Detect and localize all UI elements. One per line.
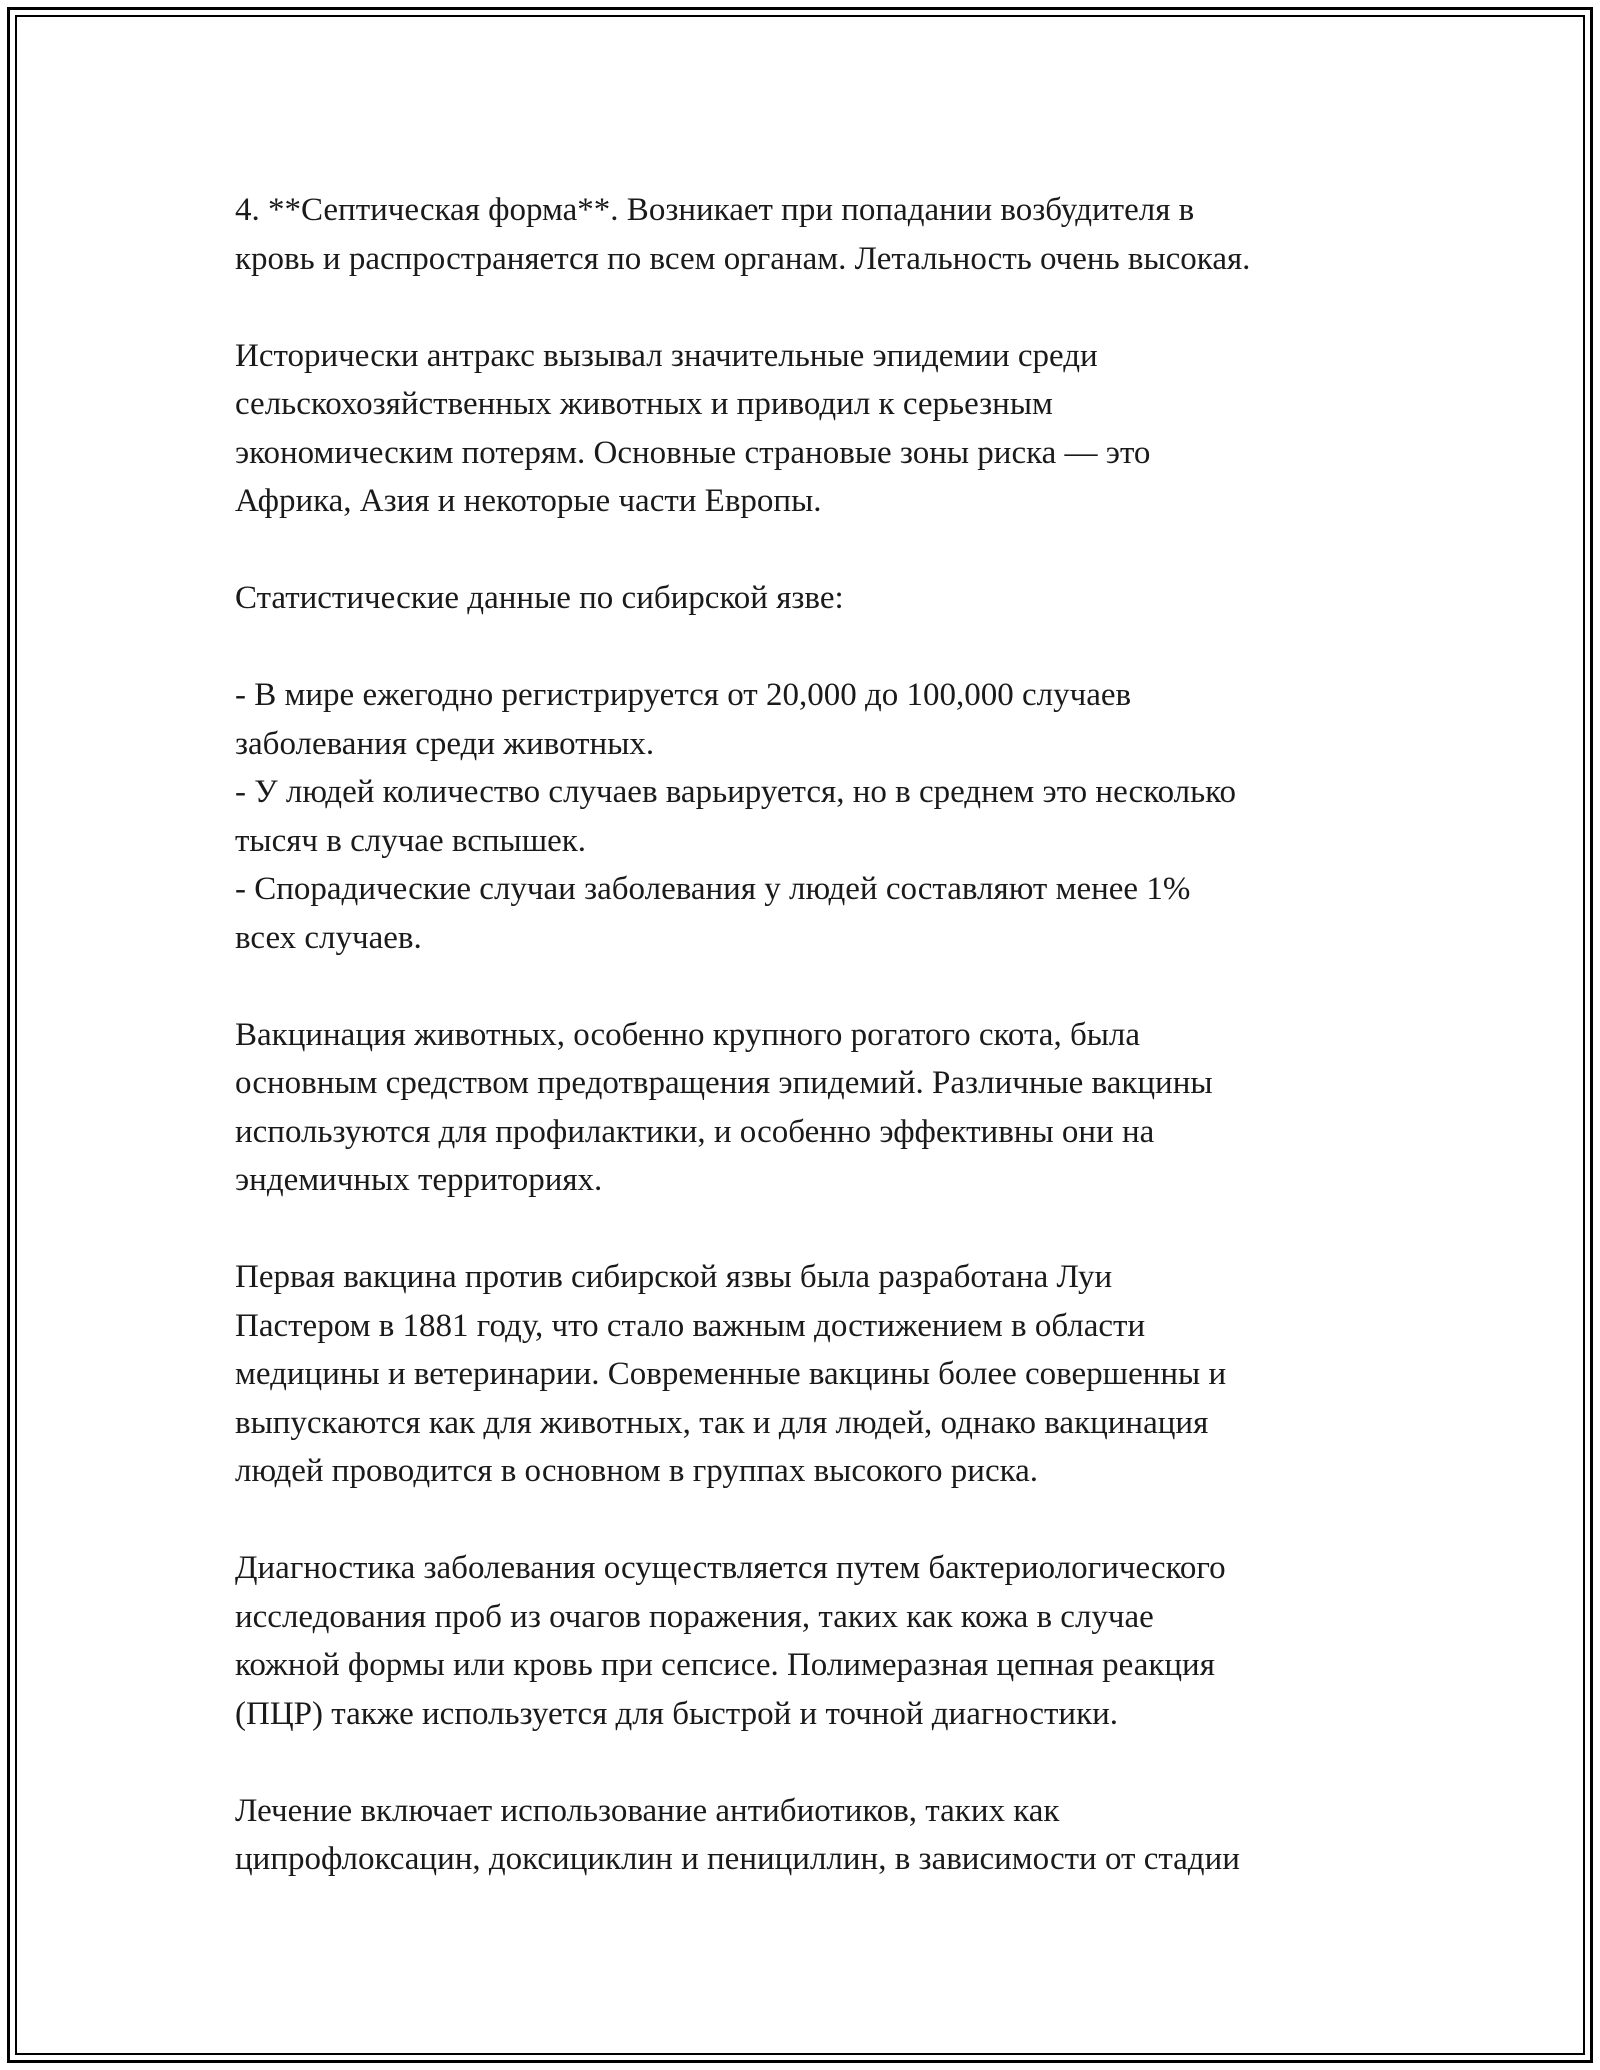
text-line: выпускаются как для животных, так и для людей, однако вакцинация (235, 1404, 1209, 1441)
text-line: - В мире ежегодно регистрируется от 20,000 до 100,000 случаев (235, 677, 1132, 713)
text-line: сельскохозяйственных животных и приводил к серьезным (235, 386, 1053, 422)
text-line: Вакцинация животных, особенно крупного рогатого скота, была (235, 1016, 1141, 1053)
text-line: Статистические данные по сибирской язве: (235, 580, 844, 616)
text-line: ципрофлоксацин, доксициклин и пенициллин, в зависимости от стадии (235, 1841, 1240, 1877)
document-body (235, 186, 1385, 1932)
text-line: Исторически антракс вызывал значительные эпидемии среди (235, 337, 1098, 374)
text-line: Первая вакцина против сибирской язвы была разработана Луи (235, 1259, 1113, 1295)
text-line: 4. **Септическая форма**. Возникает при попадании возбудителя в (235, 192, 1195, 228)
paragraph-septic-form (235, 186, 1385, 283)
text-line: - У людей количество случаев варьируется, но в среднем это несколько (235, 774, 1237, 810)
paragraph-vaccination (235, 1011, 1385, 1205)
text-line: эндемичных территориях. (235, 1162, 603, 1198)
text-line: медицины и ветеринарии. Современные вакцины более совершенны и (235, 1356, 1227, 1392)
text-line: - Спорадические случаи заболевания у людей составляют менее 1% (235, 871, 1191, 907)
text-line: (ПЦР) также используется для быстрой и точной диагностики. (235, 1695, 1119, 1732)
text-line: тысяч в случае вспышек. (235, 822, 587, 859)
text-line: кровь и распространяется по всем органам. Летальность очень высокая. (235, 240, 1251, 277)
paragraph-stats-heading (235, 574, 1385, 623)
list-item-stat-animals (235, 671, 1385, 768)
list-item-stat-humans (235, 768, 1385, 865)
text-line: Африка, Азия и некоторые части Европы. (235, 483, 822, 519)
text-line: кожной формы или кровь при сепсисе. Полимеразная цепная реакция (235, 1647, 1215, 1683)
text-line: экономическим потерям. Основные страновые зоны риска — это (235, 434, 1151, 471)
paragraph-treatment (235, 1787, 1385, 1884)
text-line: используются для профилактики, и особенно эффективны они на (235, 1113, 1155, 1150)
paragraph-history (235, 332, 1385, 526)
text-line: заболевания среди животных. (235, 725, 655, 762)
text-line: Лечение включает использование антибиотиков, таких как (235, 1792, 1060, 1829)
text-line: людей проводится в основном в группах высокого риска. (235, 1453, 1039, 1489)
text-line: исследования проб из очагов поражения, таких как кожа в случае (235, 1598, 1154, 1635)
paragraph-pasteur (235, 1253, 1385, 1496)
text-line: Диагностика заболевания осуществляется путем бактериологического (235, 1550, 1226, 1586)
text-line: всех случаев. (235, 919, 422, 956)
list-item-stat-sporadic (235, 865, 1385, 962)
text-line: Пастером в 1881 году, что стало важным достижением в области (235, 1307, 1146, 1344)
paragraph-diagnostics (235, 1544, 1385, 1738)
text-line: основным средством предотвращения эпидемий. Различные вакцины (235, 1065, 1213, 1101)
